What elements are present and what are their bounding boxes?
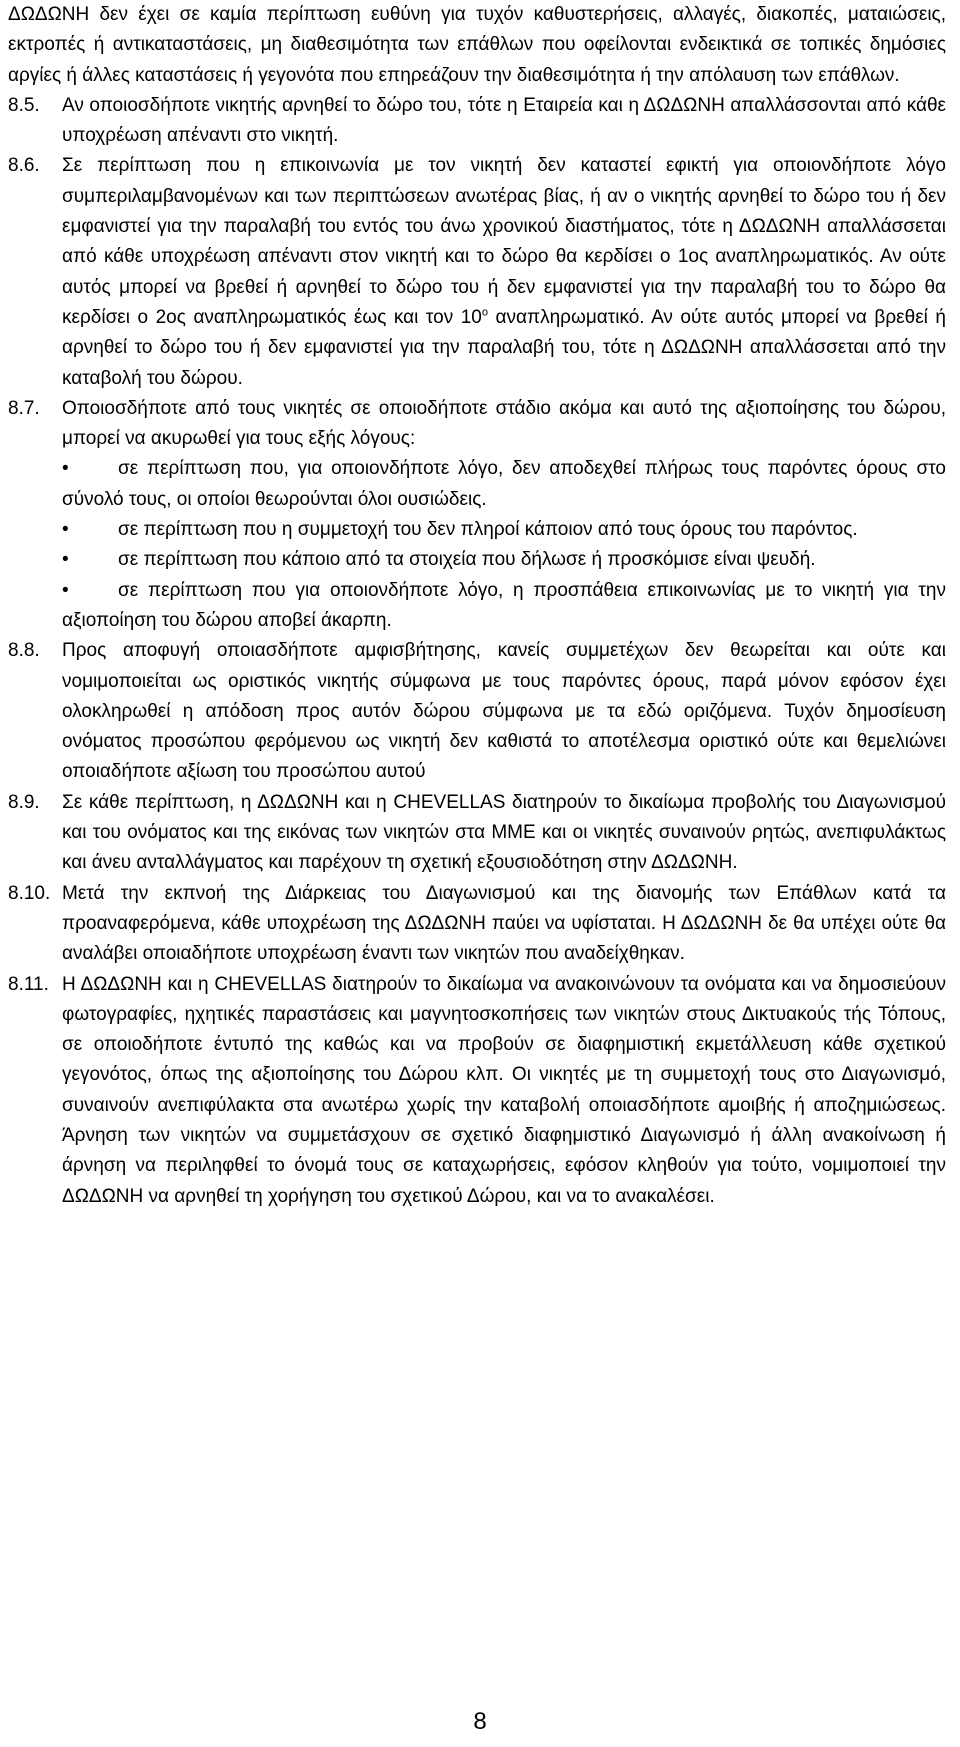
section-number: 8.10. (8, 882, 51, 904)
section-number: 8.9. (8, 791, 40, 813)
bullet-text: σε περίπτωση που η συμμετοχή του δεν πληροί κάποιον από τους όρους του παρόντος. (118, 519, 858, 541)
section-number: 8.6. (8, 155, 40, 177)
bullet-symbol: • (62, 519, 69, 541)
list-item (8, 454, 946, 515)
bullet-symbol: • (62, 579, 69, 601)
section-8-9 (8, 788, 946, 879)
section-text: Μετά την εκπνοή της Διάρκειας του Διαγωνισμού και της διανομής των Επάθλων κατά τα προαναφερόμενα, κάθε υποχρέωση της ΔΩΔΩΝΗ παύει να υφίσταται. Η ΔΩΔΩΝΗ δε θα υπέχει ούτε θα αναλάβει οποιαδήποτε υποχρέωση έναντι των νικητών που αναδείχθηκαν. (62, 882, 946, 965)
section-8-10 (8, 879, 946, 970)
section-text: Οποιοσδήποτε από τους νικητές σε οποιοδήποτε στάδιο ακόμα και αυτό της αξιοποίησης του δώρου, μπορεί να ακυρωθεί για τους εξής λόγους: (62, 397, 946, 450)
section-8-8 (8, 636, 946, 787)
section-text: Προς αποφυγή οποιασδήποτε αμφισβήτησης, κανείς συμμετέχων δεν θεωρείται και ούτε και νομιμοποιείται ως οριστικός νικητής σύμφωνα με τους παρόντες όρους, παρά μόνον εφόσον έχει ολοκληρωθεί η απόδοση προς αυτόν δώρου σύμφωνα με τα εδώ οριζόμενα. Τυχόν δημοσίευση ονόματος προσώπου φερόμενου ως νικητή δεν καθιστά το αποτέλεσμα οριστικό ούτε και θεμελιώνει οποιαδήποτε αξίωση του προσώπου αυτού (62, 640, 946, 783)
section-number: 8.5. (8, 94, 40, 116)
bullet-list (8, 454, 946, 636)
list-item (8, 515, 946, 545)
section-number: 8.8. (8, 640, 40, 662)
section-8-5 (8, 91, 946, 152)
section-text-part-b: αναπληρωματικό. Αν ούτε αυτός μπορεί να βρεθεί ή αρνηθεί το δώρο του ή δεν εμφανιστεί για την παραλαβή του, τότε η ΔΩΔΩΝΗ απαλλάσσεται από την καταβολή του δώρου. (62, 306, 946, 389)
section-text: Η ΔΩΔΩΝΗ και η CHEVELLAS διατηρούν το δικαίωμα να ανακοινώνουν τα ονόματα και να δημοσιεύουν φωτογραφίες, ηχητικές παραστάσεις και μαγνητοσκοπήσεις των νικητών στους Δικτυακούς τής Τόπους, σε οποιοδήποτε έντυπό της καθώς και να προβούν σε διαφημιστική εκμετάλλευση κάθε σχετικού γεγονότος, όπως της αξιοποίησης του Δώρου κλπ. Οι νικητές με τη συμμετοχή τους στο Διαγωνισμό, συναινούν ανεπιφύλακτα στα ανωτέρω χωρίς την καταβολή οποιασδήποτε αμοιβής ή αποζημιώσεως. Άρνηση των νικητών να συμμετάσχουν σε σχετικό διαφημιστικό Διαγωνισμό ή άλλη ανακοίνωση ή άρνηση να περιληφθεί το όνομά τους σε καταχωρήσεις, εφόσον κληθούν για τούτο, νομιμοποιεί την ΔΩΔΩΝΗ να αρνηθεί τη χορήγηση του σχετικού Δώρου, και να το ανακαλέσει. (62, 973, 946, 1207)
section-8-7 (8, 394, 946, 455)
section-number: 8.7. (8, 397, 40, 419)
bullet-text: σε περίπτωση που κάποιο από τα στοιχεία που δήλωσε ή προσκόμισε είναι ψευδή. (118, 549, 816, 571)
section-text: Σε κάθε περίπτωση, η ΔΩΔΩΝΗ και η CHEVELLAS διατηρούν το δικαίωμα προβολής του Διαγωνισμού και του ονόματος και της εικόνας των νικητών στα ΜΜΕ και οι νικητές συναινούν ρητώς, ανεπιφυλάκτως και άνευ ανταλλάγματος και παρέχουν τη σχετική εξουσιοδότηση στην ΔΩΔΩΝΗ. (62, 791, 946, 874)
list-item (8, 576, 946, 637)
section-text: Αν οποιοσδήποτε νικητής αρνηθεί το δώρο του, τότε η Εταιρεία και η ΔΩΔΩΝΗ απαλλάσσονται από κάθε υποχρέωση απέναντι στο νικητή. (62, 94, 946, 147)
ordinal-superscript: ο (481, 306, 488, 319)
bullet-text: σε περίπτωση που για οποιονδήποτε λόγο, η προσπάθεια επικοινωνίας με το νικητή για την αξιοποίηση του δώρου αποβεί άκαρπη. (62, 579, 946, 631)
page-number: 8 (473, 1708, 487, 1735)
list-item (8, 545, 946, 575)
section-text-part-a: Σε περίπτωση που η επικοινωνία με τον νικητή δεν καταστεί εφικτή για οποιονδήποτε λόγο συμπεριλαμβανομένων και των περιπτώσεων ανωτέρας βίας, ή αν ο νικητής αρνηθεί το δώρο του ή δεν εμφανιστεί για την παραλαβή του εντός του άνω χρονικού διαστήματος, τότε η ΔΩΔΩΝΗ απαλλάσσεται από κάθε υποχρέωση απέναντι στον νικητή και το δώρο θα κερδίσει ο 1ος αναπληρωματικός. Αν ούτε αυτός μπορεί να βρεθεί ή αρνηθεί το δώρο του ή δεν εμφανιστεί για την παραλαβή του το δώρο θα κερδίσει ο 2ος αναπληρωματικός έως και τον 10 (62, 155, 946, 328)
document-page (8, 0, 946, 1212)
section-number: 8.11. (8, 973, 49, 995)
bullet-symbol: • (62, 549, 69, 571)
continuation-paragraph: ΔΩΔΩΝΗ δεν έχει σε καμία περίπτωση ευθύνη για τυχόν καθυστερήσεις, αλλαγές, διακοπές, ματαιώσεις, εκτροπές ή αντικαταστάσεις, μη διαθεσιμότητα των επάθλων που οφείλονται ενδεικτικά σε τοπικές δημόσιες αργίες ή άλλες καταστάσεις ή γεγονότα που επηρεάζουν την διαθεσιμότητα ή την απόλαυση των επάθλων. (8, 4, 946, 86)
bullet-symbol: • (62, 458, 69, 480)
section-8-11 (8, 970, 946, 1212)
bullet-text: σε περίπτωση που, για οποιονδήποτε λόγο, δεν αποδεχθεί πλήρως τους παρόντες όρους στο σύνολό τους, οι οποίοι θεωρούνται όλοι ουσιώδεις. (62, 458, 946, 510)
section-8-6 (8, 151, 946, 393)
